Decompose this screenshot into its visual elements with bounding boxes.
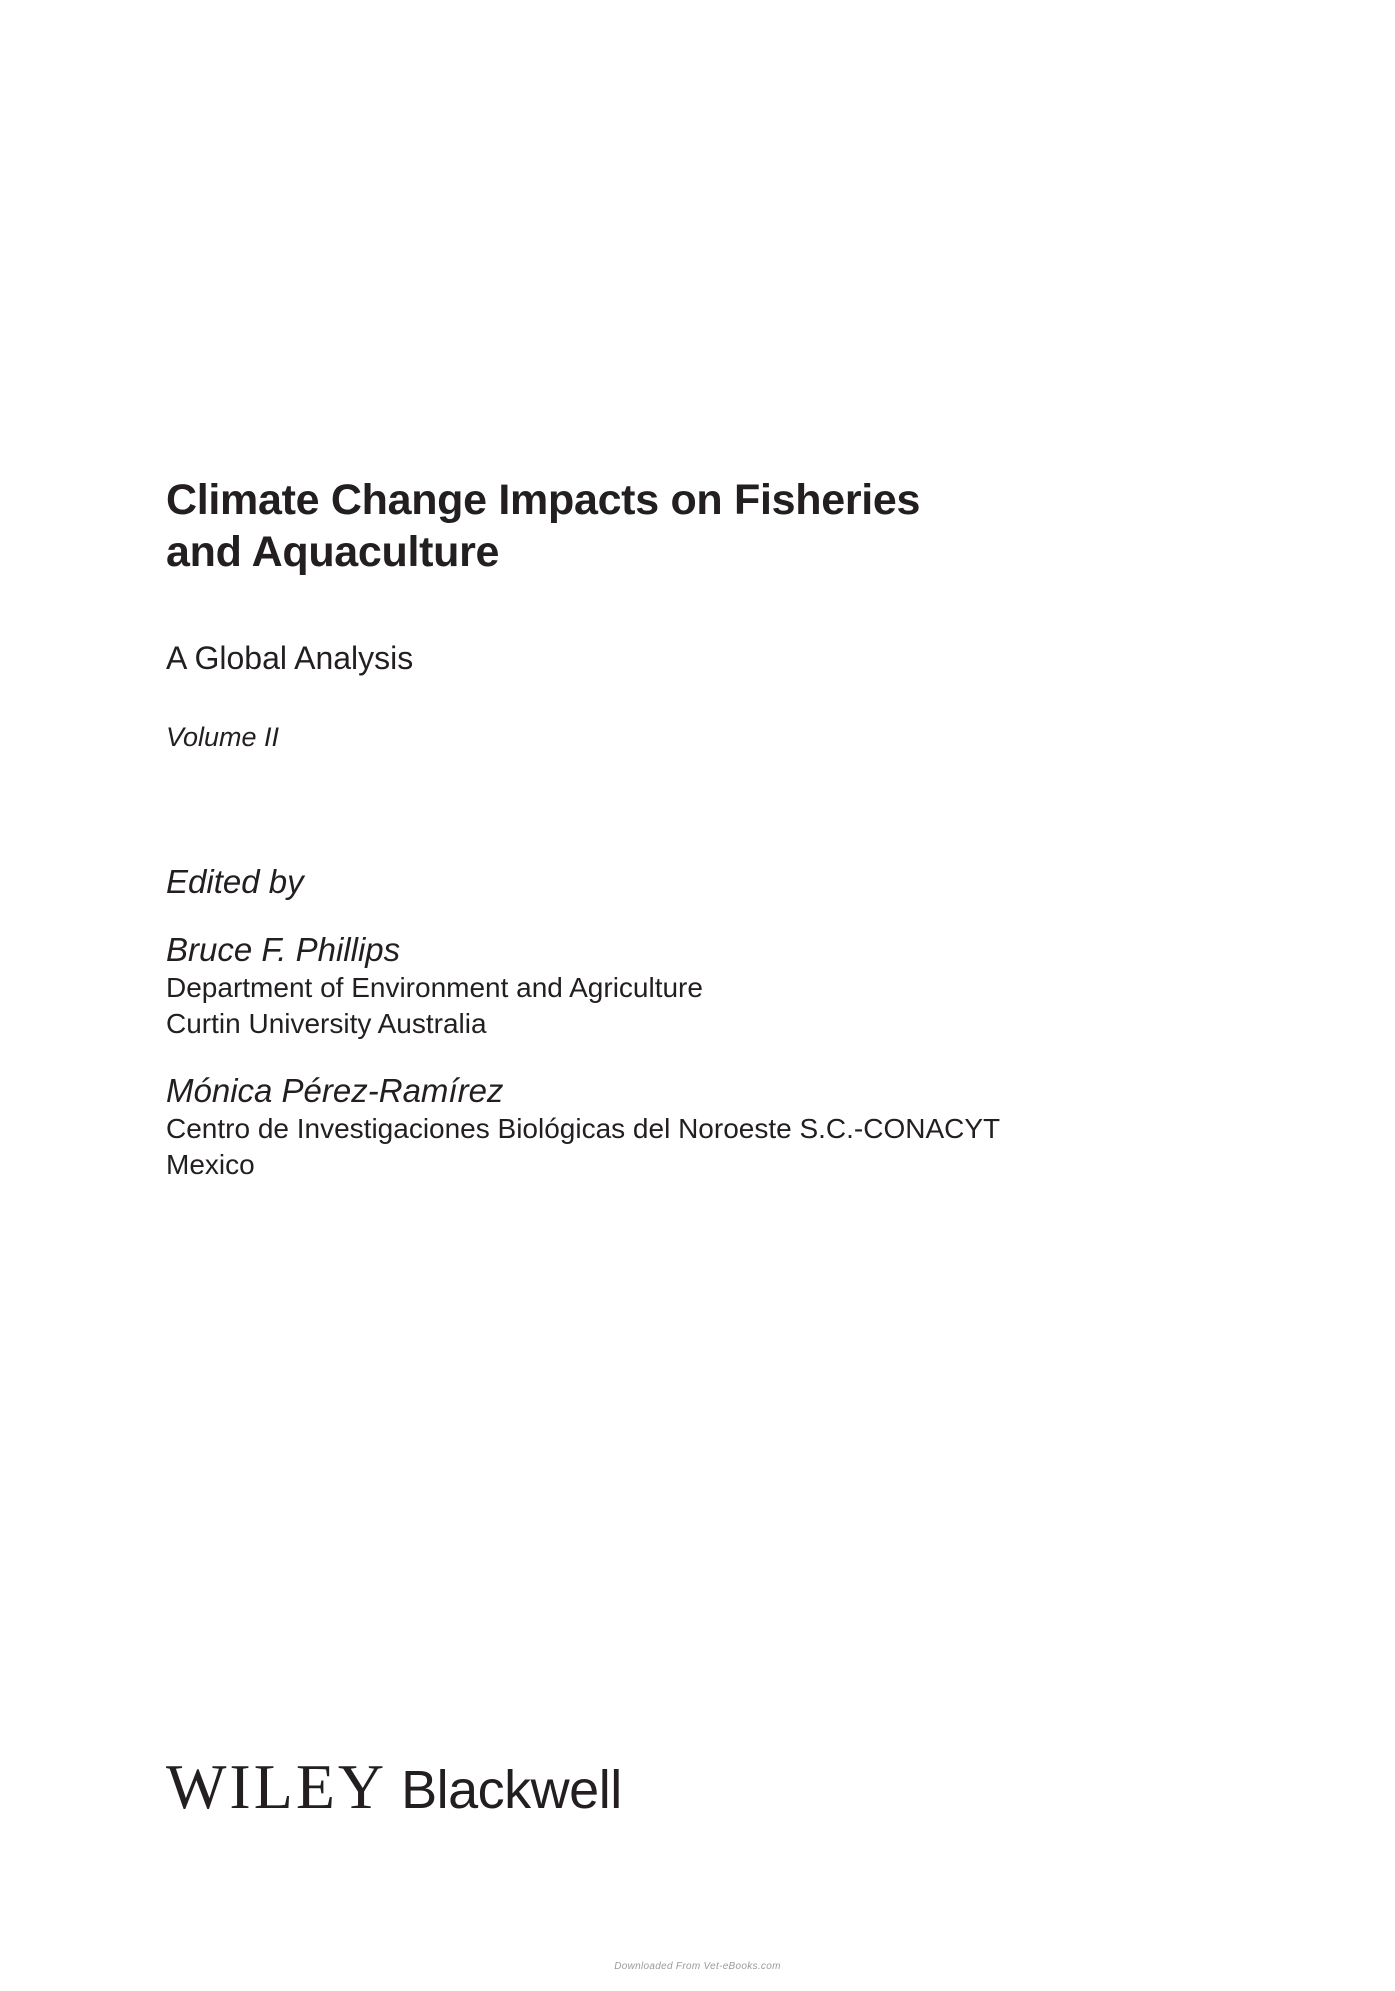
blackwell-wordmark: Blackwell: [401, 1760, 622, 1820]
editor-name: Bruce F. Phillips: [166, 931, 401, 968]
editor-affiliation-line: Department of Environment and Agriculture: [166, 972, 703, 1003]
editor-affiliation-line: Centro de Investigaciones Biológicas del Noroeste S.C.-CONACYT: [166, 1113, 1001, 1144]
volume-label: Volume II: [166, 722, 280, 752]
editor-block: [166, 1071, 1266, 1183]
editor-name: Mónica Pérez-Ramírez: [166, 1072, 504, 1109]
wiley-wordmark: WILEY: [166, 1751, 388, 1822]
wiley-blackwell-logo: [166, 1752, 622, 1822]
download-source-note: Downloaded From Vet-eBooks.com: [614, 1961, 781, 1972]
editor-affiliation-line: Mexico: [166, 1149, 255, 1180]
book-title: [166, 474, 1066, 578]
editor-affiliation-line: Curtin University Australia: [166, 1008, 487, 1039]
book-subtitle: A Global Analysis: [166, 640, 414, 676]
book-title-line-1: Climate Change Impacts on Fisheries: [166, 476, 921, 524]
edited-by-label: Edited by: [166, 863, 304, 900]
editor-block: [166, 930, 1266, 1042]
book-title-line-2: and Aquaculture: [166, 528, 500, 576]
